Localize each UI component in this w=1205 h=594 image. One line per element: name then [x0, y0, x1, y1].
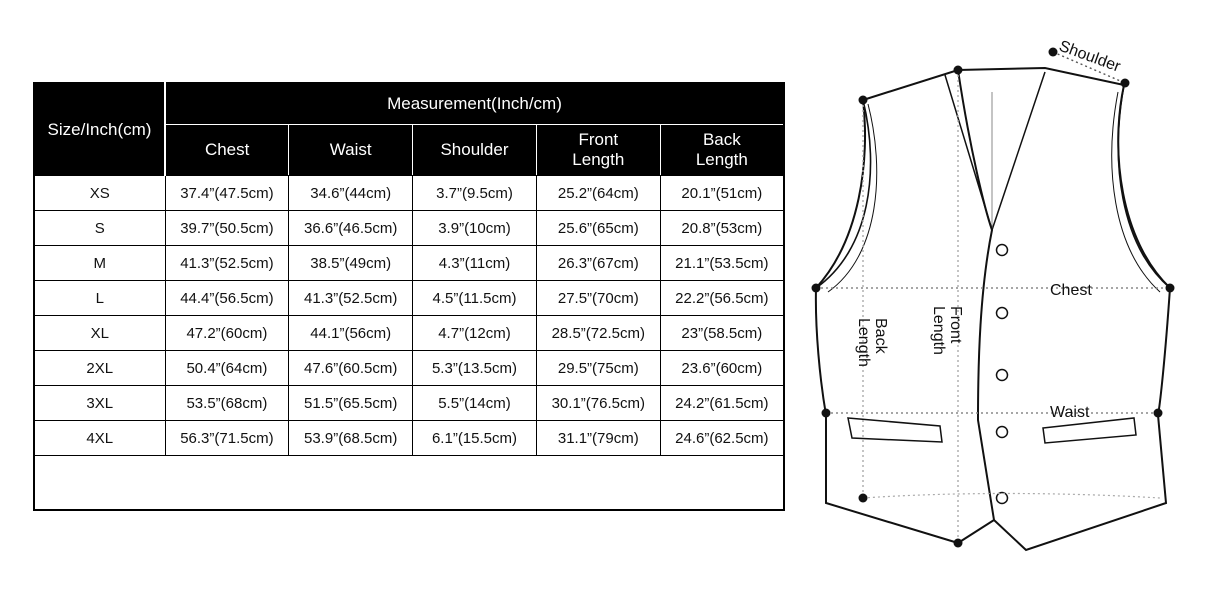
- measurement-cell: 4.5”(11.5cm): [413, 281, 537, 316]
- measurement-cell: 53.5”(68cm): [165, 386, 289, 421]
- table-row: [34, 421, 784, 456]
- column-header-chest: Chest: [165, 125, 289, 176]
- measurement-cell: 26.3”(67cm): [536, 246, 660, 281]
- measurement-cell: 34.6”(44cm): [289, 176, 413, 211]
- button-icon: [997, 245, 1008, 256]
- column-header-back-length: Back Length: [660, 125, 784, 176]
- measurement-cell: 36.6”(46.5cm): [289, 211, 413, 246]
- measurement-cell: 38.5”(49cm): [289, 246, 413, 281]
- column-header-shoulder: Shoulder: [413, 125, 537, 176]
- measurement-cell: 25.6”(65cm): [536, 211, 660, 246]
- measurement-cell: 50.4”(64cm): [165, 351, 289, 386]
- measurement-cell: 31.1”(79cm): [536, 421, 660, 456]
- measurement-cell: 41.3”(52.5cm): [289, 281, 413, 316]
- table-blank-row: [34, 456, 784, 511]
- measurement-cell: 6.1”(15.5cm): [413, 421, 537, 456]
- measurement-cell: 23”(58.5cm): [660, 316, 784, 351]
- button-icon: [997, 308, 1008, 319]
- measurement-cell: 47.6”(60.5cm): [289, 351, 413, 386]
- measure-point-dot: [1166, 284, 1175, 293]
- svg-text:Length: Length: [855, 318, 872, 367]
- button-icon: [997, 427, 1008, 438]
- measurement-cell: 56.3”(71.5cm): [165, 421, 289, 456]
- size-cell: XS: [34, 176, 165, 211]
- measurement-cell: 44.4”(56.5cm): [165, 281, 289, 316]
- table-body: [34, 176, 784, 511]
- table-row: [34, 351, 784, 386]
- measurement-cell: 30.1”(76.5cm): [536, 386, 660, 421]
- measurement-cell: 28.5”(72.5cm): [536, 316, 660, 351]
- measurement-cell: 53.9”(68.5cm): [289, 421, 413, 456]
- measure-point-dot: [812, 284, 821, 293]
- shoulder-label: Shoulder: [1056, 37, 1123, 76]
- measurement-cell: 24.6”(62.5cm): [660, 421, 784, 456]
- measurement-cell: 21.1”(53.5cm): [660, 246, 784, 281]
- table-row: [34, 386, 784, 421]
- measure-point-dot: [822, 409, 831, 418]
- measurement-cell: 5.3”(13.5cm): [413, 351, 537, 386]
- measurement-group-header: Measurement(Inch/cm): [165, 83, 784, 125]
- measurement-cell: 27.5”(70cm): [536, 281, 660, 316]
- button-icon: [997, 493, 1008, 504]
- measurement-cell: 3.9”(10cm): [413, 211, 537, 246]
- column-header-front-length: Front Length: [536, 125, 660, 176]
- measurement-cell: 51.5”(65.5cm): [289, 386, 413, 421]
- size-cell: XL: [34, 316, 165, 351]
- size-cell: M: [34, 246, 165, 281]
- measurement-cell: 39.7”(50.5cm): [165, 211, 289, 246]
- measurement-cell: 20.1”(51cm): [660, 176, 784, 211]
- measure-point-dot: [859, 96, 868, 105]
- corner-header: Size/Inch(cm): [34, 83, 165, 176]
- svg-text:Length: Length: [930, 306, 947, 355]
- measure-point-dot: [1121, 79, 1130, 88]
- button-icon: [997, 370, 1008, 381]
- measure-point-dot: [954, 66, 963, 75]
- size-cell: 4XL: [34, 421, 165, 456]
- size-chart-table: [33, 82, 785, 511]
- table-row: [34, 316, 784, 351]
- measurement-cell: 20.8”(53cm): [660, 211, 784, 246]
- measurement-cell: 47.2”(60cm): [165, 316, 289, 351]
- measurement-cell: 29.5”(75cm): [536, 351, 660, 386]
- table-header: [34, 83, 784, 176]
- measure-point-dot: [859, 494, 868, 503]
- measurement-cell: 25.2”(64cm): [536, 176, 660, 211]
- column-header-waist: Waist: [289, 125, 413, 176]
- measurement-cell: 44.1”(56cm): [289, 316, 413, 351]
- measurement-cell: 24.2”(61.5cm): [660, 386, 784, 421]
- measurement-cell: 4.3”(11cm): [413, 246, 537, 281]
- measure-point-dot: [1154, 409, 1163, 418]
- measurement-cell: 37.4”(47.5cm): [165, 176, 289, 211]
- svg-text:Front: Front: [947, 306, 964, 344]
- measurement-cell: 22.2”(56.5cm): [660, 281, 784, 316]
- blank-cell: [34, 456, 784, 511]
- measurement-cell: 3.7”(9.5cm): [413, 176, 537, 211]
- measure-point-dot: [954, 539, 963, 548]
- measure-point-dot: [1049, 48, 1058, 57]
- svg-text:Back: Back: [872, 318, 889, 354]
- measurement-cell: 41.3”(52.5cm): [165, 246, 289, 281]
- measurement-cell: 4.7”(12cm): [413, 316, 537, 351]
- table-row: [34, 246, 784, 281]
- measurement-cell: 5.5”(14cm): [413, 386, 537, 421]
- vest-diagram: [800, 30, 1200, 560]
- table-row: [34, 176, 784, 211]
- waist-label: Waist: [1050, 404, 1090, 421]
- size-cell: 3XL: [34, 386, 165, 421]
- table-row: [34, 211, 784, 246]
- size-cell: L: [34, 281, 165, 316]
- measurement-cell: 23.6”(60cm): [660, 351, 784, 386]
- chest-label: Chest: [1050, 282, 1092, 299]
- size-cell: S: [34, 211, 165, 246]
- size-cell: 2XL: [34, 351, 165, 386]
- table-row: [34, 281, 784, 316]
